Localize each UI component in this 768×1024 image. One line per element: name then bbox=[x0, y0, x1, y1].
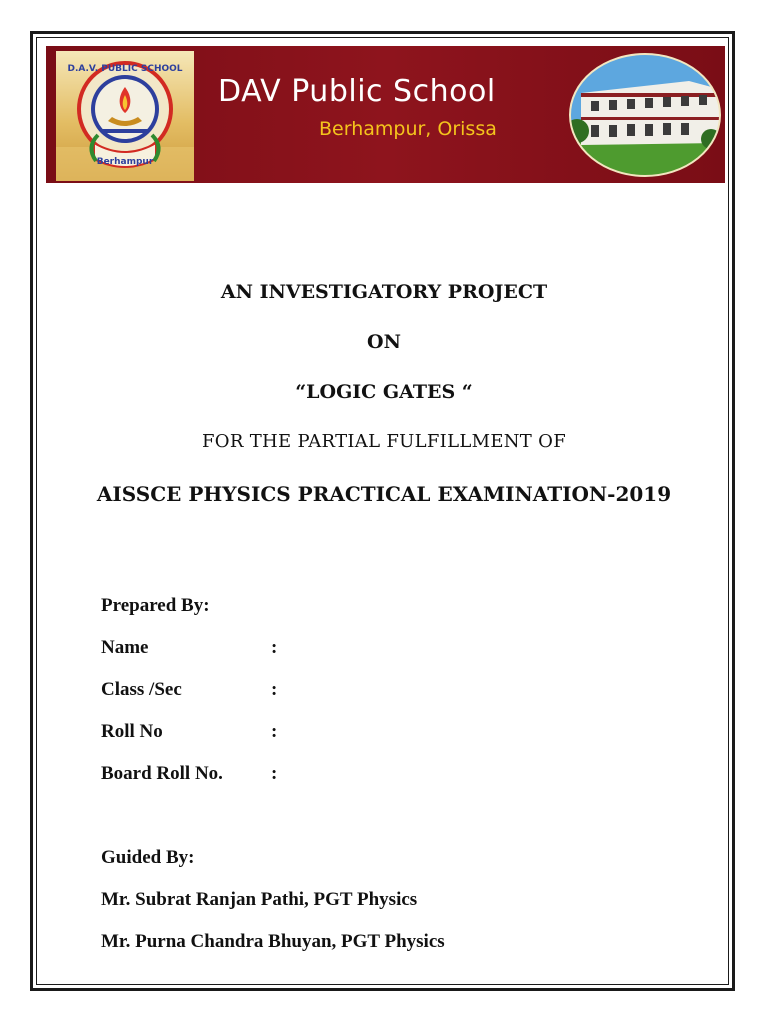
roll-no-colon: : bbox=[271, 721, 278, 742]
class-section-colon: : bbox=[271, 679, 278, 700]
project-title-line-2: ON bbox=[367, 331, 401, 353]
school-location: Berhampur, Orissa bbox=[319, 118, 497, 140]
school-emblem-icon bbox=[56, 51, 194, 181]
guide-1: Mr. Subrat Ranjan Pathi, PGT Physics bbox=[101, 889, 418, 910]
roll-no-label: Roll No bbox=[101, 721, 163, 742]
class-section-label: Class /Sec bbox=[101, 679, 182, 700]
name-colon: : bbox=[271, 637, 278, 658]
guide-2: Mr. Purna Chandra Bhuyan, PGT Physics bbox=[101, 931, 445, 952]
project-title-line-1: AN INVESTIGATORY PROJECT bbox=[220, 281, 548, 303]
svg-text:D.A.V. PUBLIC SCHOOL: D.A.V. PUBLIC SCHOOL bbox=[67, 64, 183, 74]
building-image-icon bbox=[569, 53, 722, 177]
board-roll-no-label: Board Roll No. bbox=[101, 763, 223, 784]
guided-by-heading: Guided By: bbox=[101, 847, 195, 868]
school-building-photo bbox=[569, 53, 722, 177]
name-label: Name bbox=[101, 637, 149, 658]
school-logo bbox=[56, 51, 194, 181]
project-topic: “LOGIC GATES “ bbox=[295, 381, 473, 403]
school-banner bbox=[46, 46, 725, 183]
project-purpose: FOR THE PARTIAL FULFILLMENT OF bbox=[202, 431, 566, 452]
prepared-by-heading: Prepared By: bbox=[101, 595, 210, 616]
exam-name: AISSCE PHYSICS PRACTICAL EXAMINATION-2019 bbox=[96, 482, 672, 506]
school-name: DAV Public School bbox=[218, 74, 496, 109]
svg-text:Berhampur: Berhampur bbox=[96, 157, 154, 167]
board-roll-no-colon: : bbox=[271, 763, 278, 784]
